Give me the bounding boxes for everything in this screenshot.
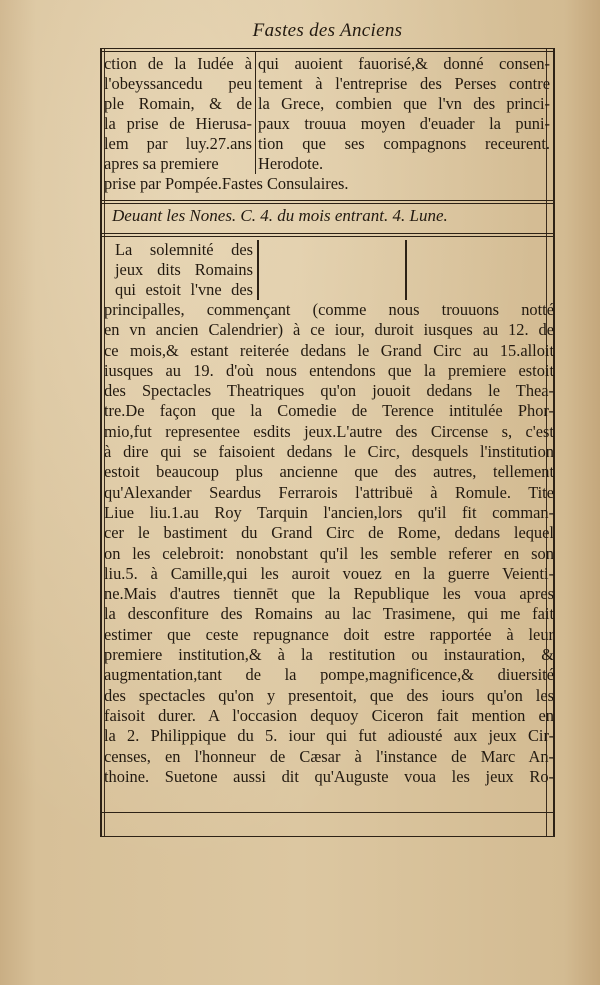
left-column-line: l'obeyssancedu peu bbox=[104, 74, 252, 93]
body-line: des spectacles qu'on y presentoit, que des iours qu'on les bbox=[104, 685, 554, 705]
section-rule-top bbox=[100, 200, 555, 201]
body-line: tre.De façon que la Comedie de Terence intitulée Phor- bbox=[104, 401, 554, 421]
section-rule-bottom bbox=[100, 233, 555, 234]
intro-line: La solemnité des bbox=[115, 240, 254, 259]
right-column-line: tement à l'entreprise des Perses contre bbox=[258, 74, 550, 93]
body-line: en vn ancien Calendrier) à ce iour, duroit iusques au 12. de bbox=[104, 320, 554, 340]
intro-text bbox=[115, 240, 255, 300]
empty-table-cell bbox=[262, 242, 402, 300]
body-line: principalles, commençant (comme nous trouuons notté bbox=[104, 300, 554, 319]
right-column-line: qui auoient fauorisé,& donné consen- bbox=[258, 54, 551, 73]
body-line: qu'Alexander Seardus Ferrarois l'attribuë à Romule. Tite bbox=[104, 482, 555, 502]
left-column-line: ction de la Iudée à bbox=[104, 54, 252, 73]
right-column-line: tion que ses compagnons receurent. bbox=[258, 134, 551, 153]
body-text bbox=[104, 300, 554, 787]
section-rule-top-inner bbox=[100, 203, 555, 204]
right-column-line: Herodote. bbox=[258, 154, 324, 173]
body-line: cer le bastiment du Grand Circ de Rome, dedans lequel bbox=[104, 523, 554, 543]
body-line: premiere institution,& à la restitution ou instauration, & bbox=[104, 645, 555, 665]
left-column-line: apres sa premiere bbox=[104, 154, 219, 173]
right-column-line: paux trouua moyen d'euader la puni- bbox=[258, 114, 550, 133]
left-column-text bbox=[104, 54, 254, 174]
table-divider-right bbox=[405, 240, 407, 300]
body-line: censes, en l'honneur de Cæsar à l'instance de Marc An- bbox=[104, 746, 555, 766]
body-line: des Spectacles Theatriques qu'on jouoit dedans le Thea- bbox=[104, 381, 555, 401]
top-rule bbox=[100, 48, 555, 49]
intro-line: qui estoit l'vne des bbox=[115, 280, 253, 299]
running-head: Fastes des Anciens bbox=[252, 20, 403, 41]
body-line: estimer que ceste repugnance doit estre rapportée à leur bbox=[104, 624, 554, 644]
intro-line: jeux dits Romains bbox=[115, 260, 253, 279]
body-line: on les celebroit: nonobstant qu'il les semble referer en son bbox=[104, 543, 554, 563]
left-column-line: ple Romain, & de bbox=[104, 94, 252, 113]
right-column-line: la Grece, combien que l'vn des princi- bbox=[258, 94, 551, 113]
bottom-rule bbox=[100, 812, 555, 813]
table-divider-left bbox=[257, 240, 259, 300]
section-rule-bottom-inner bbox=[100, 236, 555, 237]
body-line: faisoit durer. A l'occasion dequoy Ciceron fait mention en bbox=[104, 705, 554, 725]
body-line: mio,fut representee esdits jeux.L'autre des Circense s, c'est bbox=[104, 421, 554, 441]
body-line: thoine. Suetone aussi dit qu'Auguste voua les jeux Ro- bbox=[104, 766, 554, 786]
section-heading: Deuant les Nones. C. 4. du mois entrant. 4. Lune. bbox=[112, 206, 448, 225]
left-tail-text bbox=[104, 174, 550, 194]
body-line: liu.5. à Camille,qui les auroit vouez en la guerre Veienti- bbox=[104, 563, 555, 583]
left-column-line: lem par luy.27.ans bbox=[104, 134, 252, 153]
left-column-line: la prise de Hierusa- bbox=[104, 114, 252, 133]
left-tail-line: prise par Pompée.Fastes Consulaires. bbox=[104, 174, 349, 193]
top-rule-inner bbox=[100, 51, 555, 52]
body-line: ne.Mais d'autres tiennēt que la Republique les voua apres bbox=[104, 584, 554, 604]
body-line: la desconfiture des Romains au lac Trasimene, qui me fait bbox=[104, 604, 555, 624]
body-line: Liue liu.1.au Roy Tarquin l'ancien,lors qu'il fit comman- bbox=[104, 502, 555, 522]
body-line: ce mois,& estant reiterée dedans le Grand Circ au 15.alloit bbox=[104, 340, 555, 360]
right-column-text bbox=[258, 54, 550, 174]
column-divider bbox=[255, 52, 256, 174]
bottom-rule-outer bbox=[100, 836, 555, 837]
body-line: à dire qui se faisoient dedans le Circ, desquels l'institution bbox=[104, 442, 554, 462]
body-line: la 2. Philippique du 5. iour qui fut adiousté aux jeux Cir- bbox=[104, 726, 555, 746]
body-line: iusques au 19. d'où nous entendons que la premiere estoit bbox=[104, 360, 555, 380]
body-line: augmentation,tant de la pompe,magnificence,& diuersité bbox=[104, 665, 555, 685]
body-line: estoit beaucoup plus ancienne que des autres, tellement bbox=[104, 462, 555, 482]
